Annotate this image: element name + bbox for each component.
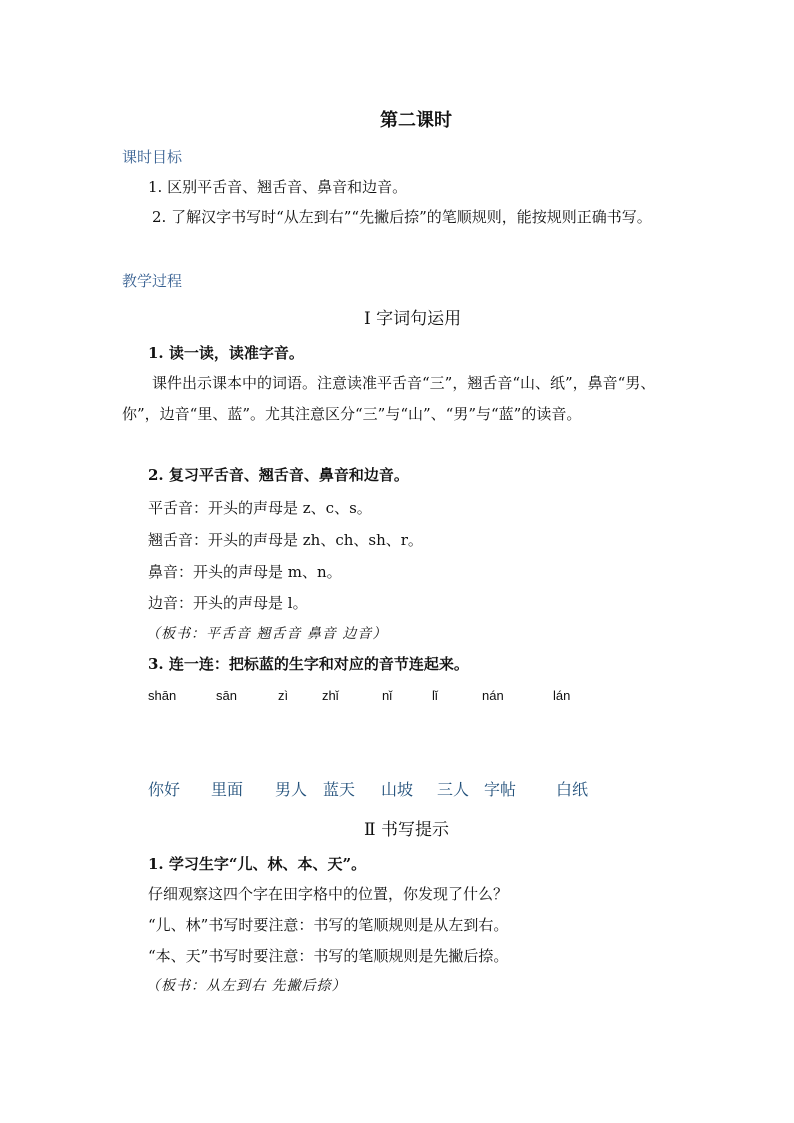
- pinyin-syllable[interactable]: shān: [148, 688, 177, 703]
- blackboard-note: （板书：平舌音 翘舌音 鼻音 边音）: [146, 626, 388, 642]
- pinyin-syllable[interactable]: sān: [216, 688, 237, 703]
- goal-item: 2. 了解汉字书写时“从左到右”“先撇后捺”的笔顺规则，能按规则正确书写。: [152, 208, 652, 226]
- vocab-word[interactable]: 蓝天: [323, 780, 356, 799]
- part2-item1-title: 1. 学习生字“儿、林、本、天”。: [148, 855, 367, 873]
- pinyin-syllable[interactable]: nǐ: [382, 688, 393, 703]
- vocab-word[interactable]: 你好: [148, 780, 181, 799]
- part1-heading: Ⅰ 字词句运用: [364, 309, 462, 329]
- pinyin-syllable[interactable]: zì: [278, 688, 289, 703]
- list-item: 仔细观察这四个字在田字格中的位置，你发现了什么？: [148, 885, 509, 903]
- item3-title: 3. 连一连：把标蓝的生字和对应的音节连起来。: [148, 655, 469, 673]
- pinyin-syllable[interactable]: zhǐ: [322, 688, 339, 703]
- page-title: 第二课时: [380, 110, 452, 131]
- pinyin-syllable[interactable]: lán: [553, 688, 571, 703]
- item2-title: 2. 复习平舌音、翘舌音、鼻音和边音。: [148, 466, 409, 484]
- vocab-word[interactable]: 男人: [275, 780, 308, 799]
- list-item: 鼻音：开头的声母是 m、n。: [148, 563, 342, 581]
- goals-heading: 课时目标: [122, 148, 183, 166]
- process-heading: 教学过程: [122, 272, 183, 290]
- list-item: 平舌音：开头的声母是 z、c、s。: [148, 499, 372, 517]
- goal-item: 1. 区别平舌音、翘舌音、鼻音和边音。: [148, 178, 408, 196]
- item1-text: 课件出示课本中的词语。注意读准平舌音“三”，翘舌音“山、纸”，鼻音“男、你”，边音“里、蓝”。尤其注意区分“三”与“山”、“男”与“蓝”的读音。: [122, 374, 656, 423]
- vocab-word[interactable]: 三人: [437, 780, 470, 799]
- list-item: “本、天”书写时要注意：书写的笔顺规则是先撇后捺。: [148, 947, 509, 965]
- list-item: 边音：开头的声母是 l。: [148, 594, 308, 612]
- part2-heading: Ⅱ 书写提示: [364, 820, 449, 840]
- pinyin-syllable[interactable]: lǐ: [432, 688, 438, 703]
- vocab-word[interactable]: 里面: [211, 780, 244, 799]
- list-item: 翘舌音：开头的声母是 zh、ch、sh、r。: [148, 531, 423, 549]
- blackboard-note: （板书：从左到右 先撇后捺）: [146, 978, 347, 994]
- item1-title: 1. 读一读，读准字音。: [148, 344, 304, 362]
- vocab-word[interactable]: 字帖: [484, 780, 517, 799]
- vocab-word[interactable]: 山坡: [381, 780, 414, 799]
- vocab-word[interactable]: 白纸: [556, 780, 589, 799]
- pinyin-syllable[interactable]: nán: [482, 688, 504, 703]
- list-item: “儿、林”书写时要注意：书写的笔顺规则是从左到右。: [148, 916, 509, 934]
